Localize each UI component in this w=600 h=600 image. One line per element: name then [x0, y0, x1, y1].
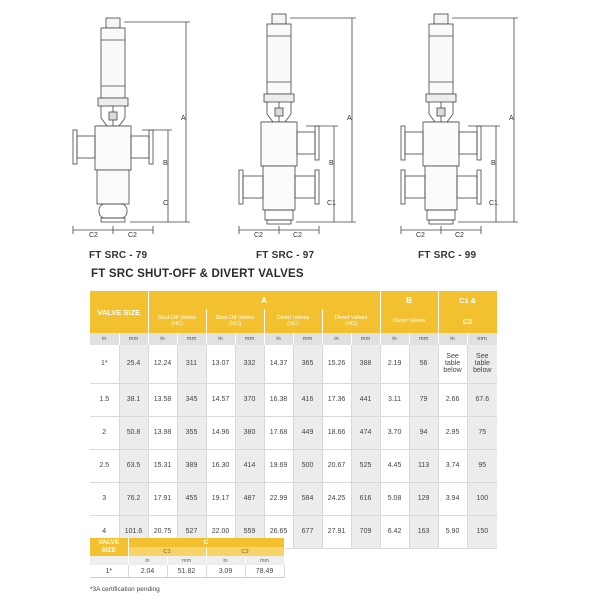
model-label-97: FT SRC - 97 — [256, 250, 315, 261]
table-cell: 525 — [351, 449, 380, 482]
c-unit-mm: mm — [245, 556, 284, 565]
table-cell: 129 — [409, 482, 438, 515]
unit-mm: mm — [235, 333, 264, 345]
table-cell: 345 — [177, 383, 206, 416]
table-row — [90, 449, 497, 482]
header-b: B — [380, 291, 438, 309]
dim-c-1: C — [163, 200, 169, 207]
c-unit-in: in — [206, 556, 245, 565]
unit-mm: mm — [467, 333, 497, 345]
unit-in: in — [322, 333, 351, 345]
table-cell: 4 — [90, 515, 119, 548]
table-cell: 14.96 — [206, 416, 235, 449]
table-cell: 56 — [409, 345, 438, 383]
header-valve-size: VALVE SIZE — [90, 291, 148, 333]
table-cell: 100 — [467, 482, 497, 515]
model-label-79: FT SRC - 79 — [89, 250, 148, 261]
table-cell: 2 — [90, 416, 119, 449]
table-cell: 17.68 — [264, 416, 293, 449]
table-cell: 500 — [293, 449, 322, 482]
table-cell: 3 — [90, 482, 119, 515]
table-cell: See table below — [438, 345, 467, 383]
c-cell: 2.04 — [128, 565, 167, 578]
table-cell: 14.57 — [206, 383, 235, 416]
valve-drawings-svg — [0, 0, 600, 250]
unit-in: in — [380, 333, 409, 345]
unit-mm: mm — [351, 333, 380, 345]
table-cell: 2.19 — [380, 345, 409, 383]
table-cell: 4.45 — [380, 449, 409, 482]
table-cell: 449 — [293, 416, 322, 449]
dim-c2-1a: C2 — [89, 232, 98, 239]
table-cell: 414 — [235, 449, 264, 482]
table-cell: 163 — [409, 515, 438, 548]
table-cell: 19.69 — [264, 449, 293, 482]
c-table-row — [90, 565, 284, 578]
dim-c2-2a: C2 — [254, 232, 263, 239]
table-cell: 38.1 — [119, 383, 148, 416]
subheader-b-divert: Divert Valves — [380, 309, 438, 333]
dim-c1-2: C1 — [327, 200, 336, 207]
table-cell: 5.90 — [438, 515, 467, 548]
c-subheader-c2: C2 — [206, 547, 284, 556]
table-cell: 20.75 — [148, 515, 177, 548]
table-cell: 5.08 — [380, 482, 409, 515]
table-cell: 94 — [409, 416, 438, 449]
c-cell: 78.49 — [245, 565, 284, 578]
c-cell: 1* — [90, 565, 128, 578]
unit-mm: mm — [293, 333, 322, 345]
table-cell: 25.4 — [119, 345, 148, 383]
footnote: *3A certification pending — [90, 586, 160, 593]
table-cell: 6.42 — [380, 515, 409, 548]
subheader-shutoff-nc: Shut-Off Valves (NC) — [148, 309, 206, 333]
table-cell: 20.67 — [322, 449, 351, 482]
table-cell: See table below — [467, 345, 497, 383]
dim-b-2: B — [329, 160, 334, 167]
unit-in: in — [264, 333, 293, 345]
table-cell: 416 — [293, 383, 322, 416]
c-cell: 51.82 — [167, 565, 206, 578]
table-cell: 16.30 — [206, 449, 235, 482]
table-cell: 16.38 — [264, 383, 293, 416]
valve-drawings — [0, 0, 600, 250]
table-cell: 3.94 — [438, 482, 467, 515]
header-c1: C1 & — [438, 291, 497, 309]
table-cell: 311 — [177, 345, 206, 383]
table-cell: 17.91 — [148, 482, 177, 515]
table-cell: 50.8 — [119, 416, 148, 449]
c-unit-in: in — [128, 556, 167, 565]
table-cell: 75 — [467, 416, 497, 449]
unit-in: in — [90, 333, 119, 345]
table-cell: 76.2 — [119, 482, 148, 515]
table-cell: 101.6 — [119, 515, 148, 548]
table-cell: 13.07 — [206, 345, 235, 383]
header-a: A — [148, 291, 380, 309]
subheader-divert-nc: Divert Valves (NC) — [264, 309, 322, 333]
table-cell: 365 — [293, 345, 322, 383]
unit-mm: mm — [177, 333, 206, 345]
table-cell: 380 — [235, 416, 264, 449]
c-unit-blank — [90, 556, 128, 565]
dimensions-table — [90, 291, 498, 549]
unit-in: in — [438, 333, 467, 345]
dim-b-3: B — [491, 160, 496, 167]
table-cell: 474 — [351, 416, 380, 449]
table-cell: 389 — [177, 449, 206, 482]
table-cell: 616 — [351, 482, 380, 515]
table-cell: 709 — [351, 515, 380, 548]
table-cell: 441 — [351, 383, 380, 416]
table-cell: 19.17 — [206, 482, 235, 515]
table-cell: 2.5 — [90, 449, 119, 482]
table-cell: 332 — [235, 345, 264, 383]
table-row — [90, 482, 497, 515]
drawing-ft-src-79 — [73, 18, 190, 234]
table-cell: 3.11 — [380, 383, 409, 416]
table-cell: 677 — [293, 515, 322, 548]
table-cell: 527 — [177, 515, 206, 548]
units-row — [90, 333, 497, 345]
header-c2: C2 — [438, 309, 497, 333]
c-unit-mm: mm — [167, 556, 206, 565]
table-cell: 13.58 — [148, 383, 177, 416]
table-cell: 24.25 — [322, 482, 351, 515]
table-cell: 95 — [467, 449, 497, 482]
table-cell: 79 — [409, 383, 438, 416]
table-cell: 487 — [235, 482, 264, 515]
table-cell: 63.5 — [119, 449, 148, 482]
dim-a-2: A — [347, 115, 352, 122]
table-cell: 12.24 — [148, 345, 177, 383]
table-cell: 3.70 — [380, 416, 409, 449]
table-cell: 15.26 — [322, 345, 351, 383]
table-cell: 18.66 — [322, 416, 351, 449]
unit-in: in — [206, 333, 235, 345]
table-row — [90, 383, 497, 416]
page-title: FT SRC SHUT-OFF & DIVERT VALVES — [91, 268, 304, 280]
table-cell: 1.5 — [90, 383, 119, 416]
table-cell: 22.00 — [206, 515, 235, 548]
unit-in: in — [148, 333, 177, 345]
subheader-divert-no: Divert Valves (NO) — [322, 309, 380, 333]
table-cell: 14.37 — [264, 345, 293, 383]
drawing-ft-src-97 — [239, 14, 356, 234]
dim-a-3: A — [509, 115, 514, 122]
table-cell: 1* — [90, 345, 119, 383]
table-cell: 150 — [467, 515, 497, 548]
table-cell: 113 — [409, 449, 438, 482]
table-cell: 370 — [235, 383, 264, 416]
table-cell: 355 — [177, 416, 206, 449]
table-cell: 2.66 — [438, 383, 467, 416]
unit-mm: mm — [119, 333, 148, 345]
table-row — [90, 345, 497, 383]
c-dimensions-table — [90, 538, 285, 578]
model-label-99: FT SRC - 99 — [418, 250, 477, 261]
table-cell: 3.74 — [438, 449, 467, 482]
unit-mm: mm — [409, 333, 438, 345]
subheader-shutoff-no: Shut-Off Valves (NO) — [206, 309, 264, 333]
table-cell: 388 — [351, 345, 380, 383]
drawing-ft-src-99 — [401, 14, 518, 234]
table-cell: 22.99 — [264, 482, 293, 515]
c-header-valve-size: VALVE SIZE — [90, 538, 128, 556]
dim-c2-1b: C2 — [128, 232, 137, 239]
table-cell: 67.6 — [467, 383, 497, 416]
dim-c2-3b: C2 — [455, 232, 464, 239]
c-cell: 3.09 — [206, 565, 245, 578]
dim-c2-2b: C2 — [293, 232, 302, 239]
table-cell: 26.65 — [264, 515, 293, 548]
c-header-c: C — [128, 538, 284, 547]
table-cell: 15.31 — [148, 449, 177, 482]
dim-a-1: A — [181, 115, 186, 122]
table-cell: 27.91 — [322, 515, 351, 548]
table-row — [90, 416, 497, 449]
table-cell: 455 — [177, 482, 206, 515]
dim-b-1: B — [163, 160, 168, 167]
c-subheader-c1: C1 — [128, 547, 206, 556]
table-cell: 17.36 — [322, 383, 351, 416]
table-cell: 559 — [235, 515, 264, 548]
dim-c2-3a: C2 — [416, 232, 425, 239]
table-cell: 13.98 — [148, 416, 177, 449]
table-cell: 2.95 — [438, 416, 467, 449]
dim-c1-3: C1 — [489, 200, 498, 207]
table-cell: 584 — [293, 482, 322, 515]
